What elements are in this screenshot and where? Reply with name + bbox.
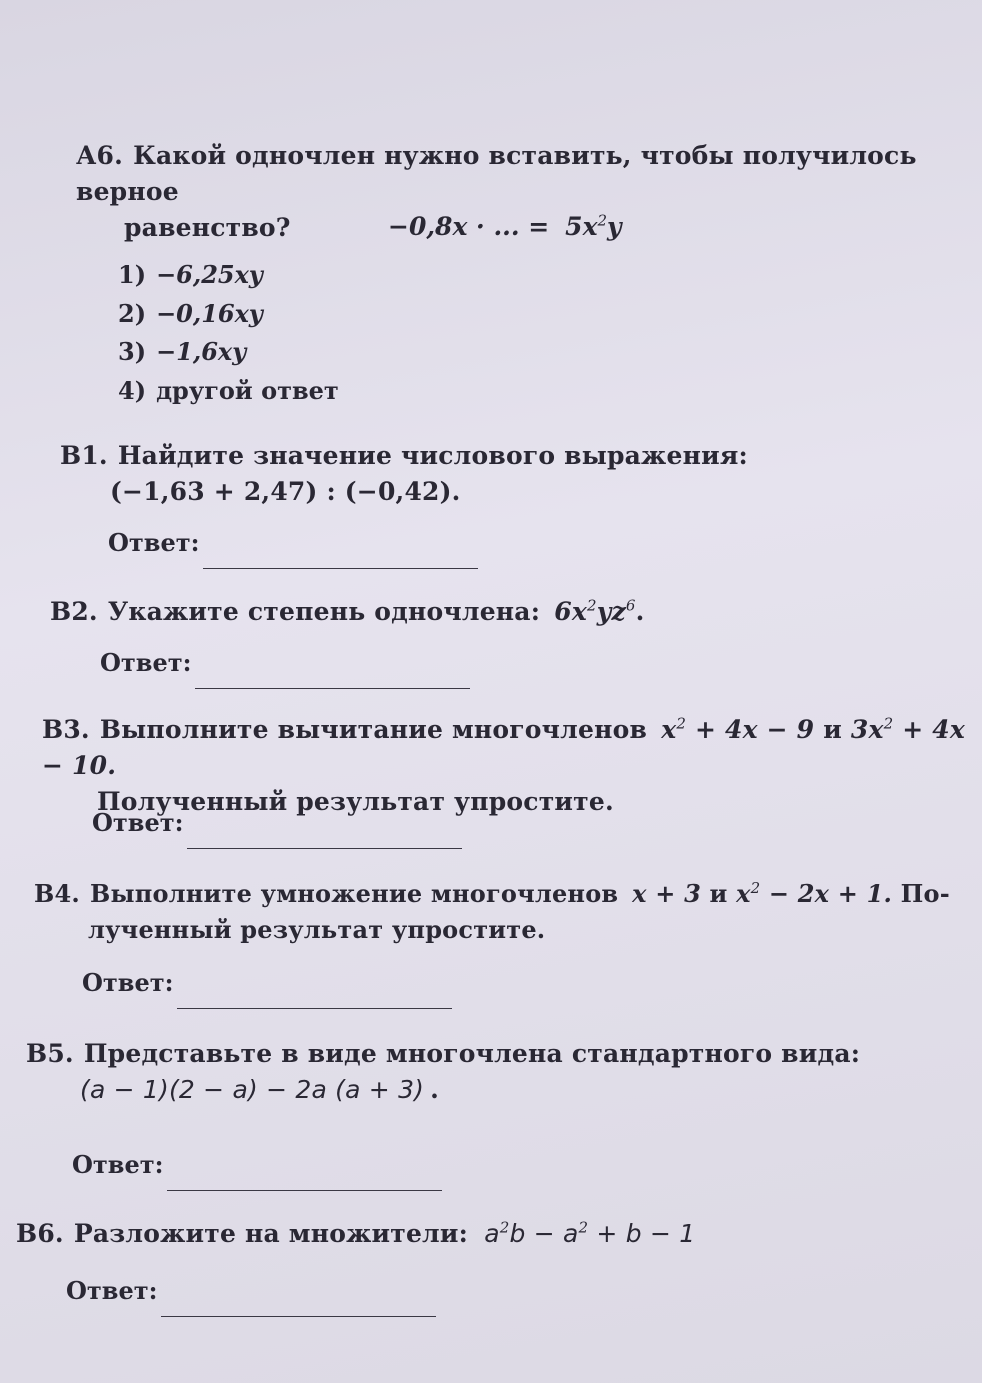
task-b2-exp-b: 6	[625, 596, 636, 615]
task-b3-poly2-b: + 4x − 10.	[42, 715, 965, 780]
option-4	[118, 372, 339, 411]
task-b6-answer	[66, 1276, 436, 1305]
option-2	[118, 295, 339, 334]
task-b2-answer	[100, 648, 470, 677]
task-b3-poly1-b: + 4x − 9	[686, 715, 815, 744]
task-b4-answer-line[interactable]	[177, 984, 452, 1009]
task-b4-poly2-exp: 2	[750, 879, 761, 897]
option-1-value: −6,25xy	[156, 260, 263, 289]
task-b6-question: Разложите на множители:	[73, 1219, 469, 1248]
task-b2-expr-a: 6x	[554, 597, 587, 626]
task-b5-expression: (a − 1)(2 − a) − 2a (a + 3)	[80, 1075, 425, 1104]
task-b4-poly2-a: x	[736, 879, 751, 908]
task-b1-answer-label: Ответ:	[108, 528, 200, 557]
task-b5-number: В5.	[26, 1039, 74, 1068]
task-b3-poly1-a: x	[661, 715, 677, 744]
option-2-value: −0,16xy	[156, 298, 263, 328]
task-a6-number: А6.	[76, 141, 124, 170]
task-b3-poly1-exp: 2	[676, 714, 687, 733]
task-b2-expr-b: yz	[596, 597, 626, 626]
task-b5-expression-line	[26, 1072, 860, 1108]
task-b1-number: В1.	[60, 441, 108, 470]
option-3	[118, 333, 339, 372]
task-b6-expr-a-exp: 2	[499, 1218, 510, 1237]
task-b6-answer-label: Ответ:	[66, 1276, 158, 1305]
task-b1-answer	[108, 528, 478, 557]
option-4-number: 4)	[118, 375, 147, 405]
task-b2-answer-label: Ответ:	[100, 648, 192, 677]
task-b6	[16, 1216, 695, 1252]
task-b6-number: В6.	[16, 1219, 64, 1248]
task-b1-expression: (−1,63 + 2,47) : (−0,42).	[110, 477, 461, 506]
task-a6-equation	[388, 212, 622, 241]
task-b4	[34, 876, 950, 948]
task-b2-question: Укажите степень одночлена:	[107, 597, 541, 626]
task-b3-answer-line[interactable]	[187, 824, 462, 849]
task-b3-question: Выполните вычитание многочленов	[99, 715, 648, 744]
task-b3-answer-label: Ответ:	[92, 808, 184, 837]
task-b4-and: и	[700, 879, 737, 908]
task-b5-answer-label: Ответ:	[72, 1150, 164, 1179]
task-b3-number: В3.	[42, 715, 90, 744]
task-b3-poly2-a: 3x	[850, 715, 884, 744]
task-a6-question-line1: Какой одночлен нужно вставить, чтобы получилось верное	[76, 141, 917, 206]
task-b4-question-tail: По-	[892, 879, 950, 908]
task-b2-answer-line[interactable]	[195, 664, 470, 689]
option-4-value: другой ответ	[156, 375, 339, 405]
equation-right-tail: y	[607, 212, 622, 241]
option-2-number: 2)	[118, 298, 147, 328]
task-b6-expr-b-exp: 2	[578, 1218, 589, 1237]
task-b4-question: Выполните умножение многочленов	[89, 879, 619, 908]
option-3-number: 3)	[118, 337, 147, 366]
task-b2-number: В2.	[50, 597, 98, 626]
option-1	[118, 256, 339, 295]
task-b3-and: и	[814, 715, 851, 744]
task-b6-expr-a: a	[484, 1219, 500, 1248]
task-b4-answer	[82, 968, 452, 997]
task-b5	[26, 1036, 860, 1108]
task-b5-answer-line[interactable]	[167, 1166, 442, 1191]
task-b5-dot: .	[430, 1075, 440, 1104]
option-3-value: −1,6xy	[156, 337, 247, 366]
task-b2-dot: .	[635, 597, 645, 626]
task-b2-exp-a: 2	[587, 596, 597, 615]
task-b3-question-line2: Полученный результат упростите.	[97, 787, 614, 816]
task-a6-options	[118, 256, 339, 410]
task-b6-expr-c: + b − 1	[588, 1219, 696, 1248]
task-b4-number: В4.	[34, 879, 80, 908]
option-1-number: 1)	[118, 260, 147, 289]
task-b3-answer	[92, 808, 462, 837]
task-b6-answer-line[interactable]	[161, 1292, 436, 1317]
equation-left: −0,8x · ... =	[388, 212, 550, 241]
task-b5-answer	[72, 1150, 442, 1179]
task-b3-poly2-exp: 2	[883, 714, 894, 733]
task-b2	[50, 594, 645, 630]
task-b1	[60, 438, 748, 510]
task-b4-poly2-b: − 2x + 1.	[760, 879, 893, 908]
task-b4-poly1: x + 3	[632, 879, 701, 908]
equation-right-base: 5x	[565, 212, 598, 241]
task-b3	[42, 712, 982, 820]
equation-right-exponent: 2	[597, 211, 608, 230]
task-b1-question: Найдите значение числового выражения:	[117, 441, 748, 470]
task-b1-answer-line[interactable]	[203, 544, 478, 569]
task-b5-question: Представьте в виде многочлена стандартного вида:	[83, 1039, 861, 1068]
task-b6-expr-b: b − a	[509, 1219, 579, 1248]
task-a6-question-line2: равенство?	[124, 213, 291, 242]
task-b4-question-line2: лученный результат упростите.	[88, 915, 546, 944]
task-b4-answer-label: Ответ:	[82, 968, 174, 997]
